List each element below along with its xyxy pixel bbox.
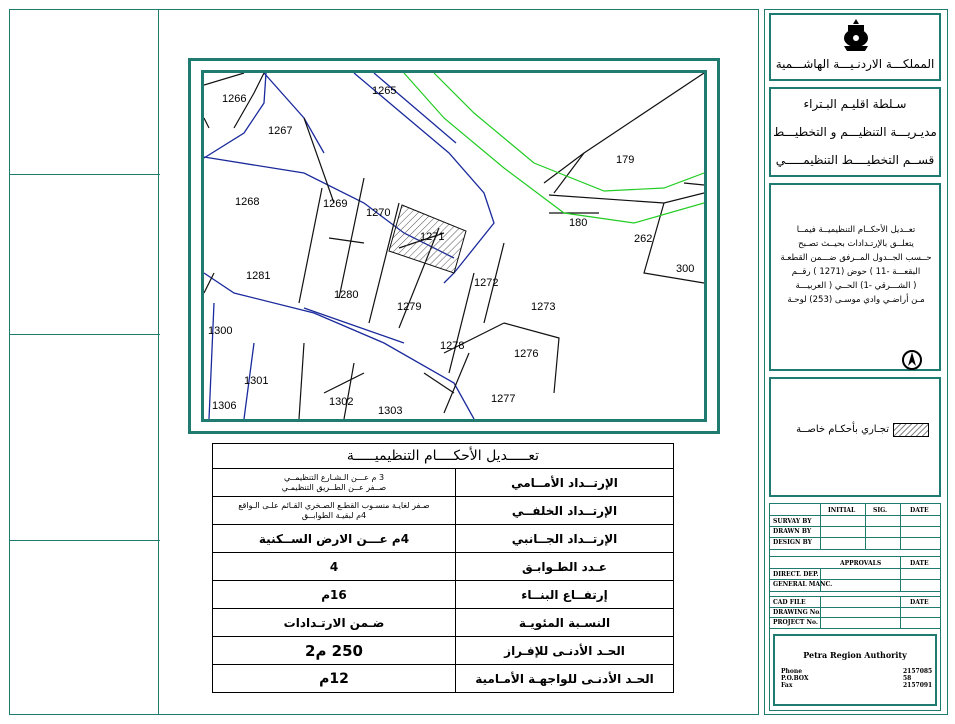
parcel-label: 300 [676, 263, 695, 275]
regulations-table [212, 443, 674, 693]
row-label: الإرتــداد الخلفــي [456, 497, 674, 525]
table-row [213, 469, 674, 497]
parcel-label: 1276 [514, 348, 539, 360]
parcel-label: 1272 [474, 277, 499, 289]
authority-line: مديـريـــة التنظيـــم و التخطيـــط [773, 125, 937, 139]
row-label: الإرتــداد الجــانبي [456, 525, 674, 553]
map-inner-frame [201, 70, 707, 422]
legend-hatch-swatch [893, 423, 929, 437]
pobox-label: P.O.BOX [781, 675, 809, 682]
cad-date: DATE [910, 599, 929, 606]
authority-info-box [773, 634, 937, 706]
row-label: إرتفــاع البنــاء [456, 581, 674, 609]
authority-name-en: Petra Region Authority [803, 650, 907, 660]
table-row [213, 525, 674, 553]
parcel-label: 1273 [531, 301, 556, 313]
table-row [213, 609, 674, 637]
parcel-label: 262 [634, 233, 653, 245]
table-row [213, 581, 674, 609]
left-strip [9, 9, 159, 715]
header-box [769, 13, 941, 81]
row-value: 12م [213, 665, 456, 693]
authority-box [769, 87, 941, 177]
parcel-label: 1269 [323, 198, 348, 210]
parcel-label: 179 [616, 154, 635, 166]
col-sig: SIG. [873, 507, 888, 514]
row-value: 3 م عـــن الـشـارع التنظيمــي صــفر عــن الطــريق التنظيمـي [213, 469, 456, 497]
parcel-label: 1271 [420, 231, 445, 243]
left-strip-divider [10, 334, 160, 335]
left-strip-divider [10, 540, 160, 541]
description-text: تعــديل الأحكــام التنظيميــة فيمــا يتعلــق بالإرتـدادات بحيــث تصـبح حــسب الجــدول المــرفق ضـــمن القطعـة البقعـــة -11 ) حوض (1271 ) رقــم ( الشـــرقي -1) الحــي ( العربيـــة مـن أراضـي وادي موسـى (253) لوحـة [780, 225, 932, 305]
row-value: 4م عـــن الارض الســكنية [213, 525, 456, 553]
parcel-label: 1270 [366, 207, 391, 219]
row-label: النسـبة المئويـة [456, 609, 674, 637]
row-label: الحـد الأدنـى للواجهـة الأمـامية [456, 665, 674, 693]
row-label: عـدد الطـوابـق [456, 553, 674, 581]
project-no: PROJECT No. [773, 619, 818, 626]
row-value: ضـمن الارتـدادات [213, 609, 456, 637]
approvals-date: DATE [910, 560, 929, 567]
fax-value: 2157091 [903, 682, 933, 689]
legend-box [769, 377, 941, 497]
col-initial: INITIAL [828, 507, 856, 514]
table-row [213, 665, 674, 693]
pobox-value: 58 [903, 675, 912, 682]
parcel-label: 1267 [268, 125, 293, 137]
row-value: صـفر لغايـة منسـوب القطـع الصـخري القـائم علـى الـواقع 4م لبقيـة الطوابــق [213, 497, 456, 525]
row-value: 4 [213, 553, 456, 581]
regulations-title: تعـــــديل الأحكــــام التنظيميـــــة [213, 444, 674, 469]
legend-label: تجـاري بأحكـام خاصــة [796, 424, 889, 435]
parcel-label: 1301 [244, 375, 269, 387]
parcel-label: 1302 [329, 396, 354, 408]
parcel-label: 1266 [222, 93, 247, 105]
coat-of-arms-icon [841, 18, 871, 52]
approvals-header: APPROVALS [840, 560, 882, 567]
drawn-by: DRAWN BY [773, 528, 812, 535]
parcel-label: 1279 [397, 301, 422, 313]
general-manc: GENERAL MANC. [773, 581, 833, 588]
parcel-label: 1280 [334, 289, 359, 301]
left-strip-divider [10, 174, 160, 175]
parcel-label: 1278 [440, 340, 465, 352]
parcel-label: 1265 [372, 85, 397, 97]
parcel-label: 1268 [235, 196, 260, 208]
drawing-no: DRAWING No. [773, 609, 822, 616]
description-box [769, 183, 941, 371]
kingdom-title: المملكـــة الاردنـيـــة الهاشـــمية [775, 57, 935, 71]
table-row [213, 637, 674, 665]
phone-value: 2157085 [903, 668, 933, 675]
cad-file: CAD FILE [773, 599, 806, 606]
parcel-label: 1306 [212, 400, 237, 412]
design-by: DESIGN BY [773, 539, 812, 546]
phone-label: Phone [781, 668, 803, 675]
fax-label: Fax [781, 682, 793, 689]
table-row [213, 553, 674, 581]
table-row [213, 497, 674, 525]
parcel-label: 1277 [491, 393, 516, 405]
direct-dep: DIRECT. DEP. [773, 571, 819, 578]
survey-by: SURVAY BY [773, 518, 812, 525]
title-block [769, 503, 941, 711]
authority-line: قســم التخطيــــط التنظيمـــــي [775, 153, 935, 167]
row-label: الإرتــداد الأمــامي [456, 469, 674, 497]
col-date: DATE [910, 507, 929, 514]
north-arrow-icon [901, 349, 923, 371]
parcel-label: 1281 [246, 270, 271, 282]
parcel-label: 1300 [208, 325, 233, 337]
row-value: 16م [213, 581, 456, 609]
row-label: الحـد الأدنـى للإفـراز [456, 637, 674, 665]
parcel-label: 1303 [378, 405, 403, 417]
authority-line: سـلطة اقليـم البـتراء [803, 97, 907, 111]
row-value: 250 م2 [213, 637, 456, 665]
parcel-label: 180 [569, 217, 588, 229]
